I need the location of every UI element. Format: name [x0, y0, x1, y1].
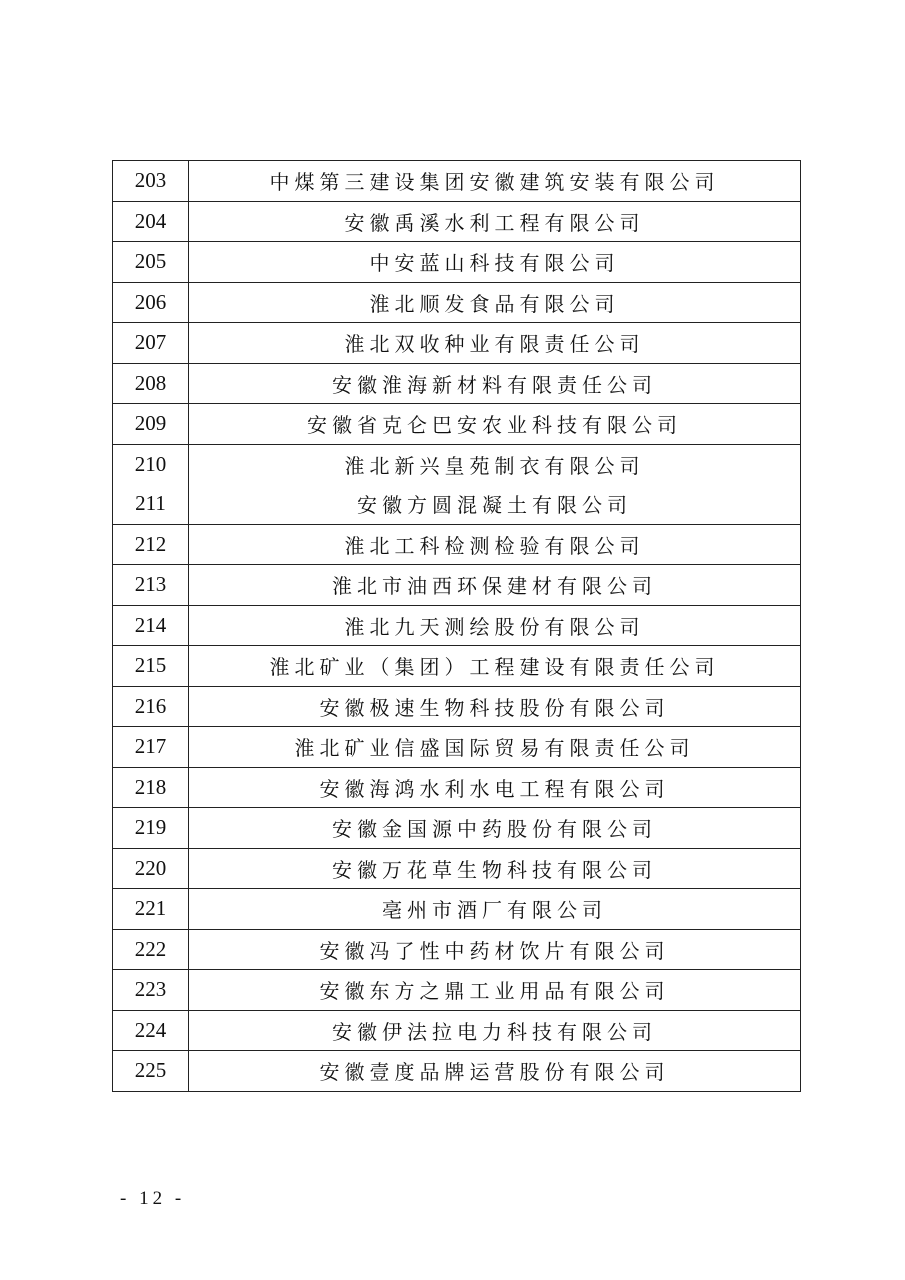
row-number: 218	[113, 767, 189, 808]
row-number: 208	[113, 363, 189, 404]
company-name: 安徽海鸿水利水电工程有限公司	[189, 767, 801, 808]
company-name: 安徽金国源中药股份有限公司	[189, 808, 801, 849]
row-number: 206	[113, 282, 189, 323]
row-number: 207	[113, 323, 189, 364]
company-name: 淮北双收种业有限责任公司	[189, 323, 801, 364]
row-number: 211	[113, 484, 189, 524]
company-name: 安徽禹溪水利工程有限公司	[189, 201, 801, 242]
company-name: 亳州市酒厂有限公司	[189, 889, 801, 930]
company-name: 中安蓝山科技有限公司	[189, 242, 801, 283]
row-number: 209	[113, 404, 189, 445]
company-name: 安徽壹度品牌运营股份有限公司	[189, 1051, 801, 1092]
row-number: 225	[113, 1051, 189, 1092]
row-number: 215	[113, 646, 189, 687]
table-row	[113, 444, 801, 484]
row-number: 222	[113, 929, 189, 970]
table-row	[113, 605, 801, 646]
company-list-table	[112, 160, 801, 1092]
company-name: 安徽省克仑巴安农业科技有限公司	[189, 404, 801, 445]
row-number: 221	[113, 889, 189, 930]
company-name: 淮北矿业（集团）工程建设有限责任公司	[189, 646, 801, 687]
table-row	[113, 646, 801, 687]
company-name: 淮北新兴皇苑制衣有限公司	[189, 444, 801, 484]
row-number: 224	[113, 1010, 189, 1051]
table-row	[113, 161, 801, 202]
table-row	[113, 242, 801, 283]
company-name: 淮北市油西环保建材有限公司	[189, 565, 801, 606]
table-row	[113, 929, 801, 970]
company-name: 淮北工科检测检验有限公司	[189, 524, 801, 565]
row-number: 223	[113, 970, 189, 1011]
table-row	[113, 767, 801, 808]
row-number: 203	[113, 161, 189, 202]
row-number: 213	[113, 565, 189, 606]
row-number: 205	[113, 242, 189, 283]
table-row	[113, 1051, 801, 1092]
table-row	[113, 686, 801, 727]
company-name: 安徽方圆混凝土有限公司	[189, 484, 801, 524]
table-row	[113, 404, 801, 445]
company-name: 淮北九天测绘股份有限公司	[189, 605, 801, 646]
company-name: 淮北顺发食品有限公司	[189, 282, 801, 323]
table-row	[113, 727, 801, 768]
company-name: 安徽极速生物科技股份有限公司	[189, 686, 801, 727]
company-name: 淮北矿业信盛国际贸易有限责任公司	[189, 727, 801, 768]
table-row	[113, 282, 801, 323]
table-row	[113, 970, 801, 1011]
table-row	[113, 889, 801, 930]
table-row	[113, 363, 801, 404]
row-number: 216	[113, 686, 189, 727]
row-number: 204	[113, 201, 189, 242]
row-number: 219	[113, 808, 189, 849]
company-name: 安徽万花草生物科技有限公司	[189, 848, 801, 889]
company-name: 安徽东方之鼎工业用品有限公司	[189, 970, 801, 1011]
table-row	[113, 565, 801, 606]
table-row	[113, 1010, 801, 1051]
table-row	[113, 524, 801, 565]
page-number: - 12 -	[120, 1188, 186, 1209]
row-number: 217	[113, 727, 189, 768]
company-name: 安徽冯了性中药材饮片有限公司	[189, 929, 801, 970]
table-row	[113, 808, 801, 849]
row-number: 220	[113, 848, 189, 889]
table-row	[113, 323, 801, 364]
table-row	[113, 848, 801, 889]
table-row	[113, 201, 801, 242]
table-row	[113, 484, 801, 524]
company-name: 安徽淮海新材料有限责任公司	[189, 363, 801, 404]
row-number: 214	[113, 605, 189, 646]
row-number: 212	[113, 524, 189, 565]
row-number: 210	[113, 444, 189, 484]
company-name: 安徽伊法拉电力科技有限公司	[189, 1010, 801, 1051]
company-name: 中煤第三建设集团安徽建筑安装有限公司	[189, 161, 801, 202]
